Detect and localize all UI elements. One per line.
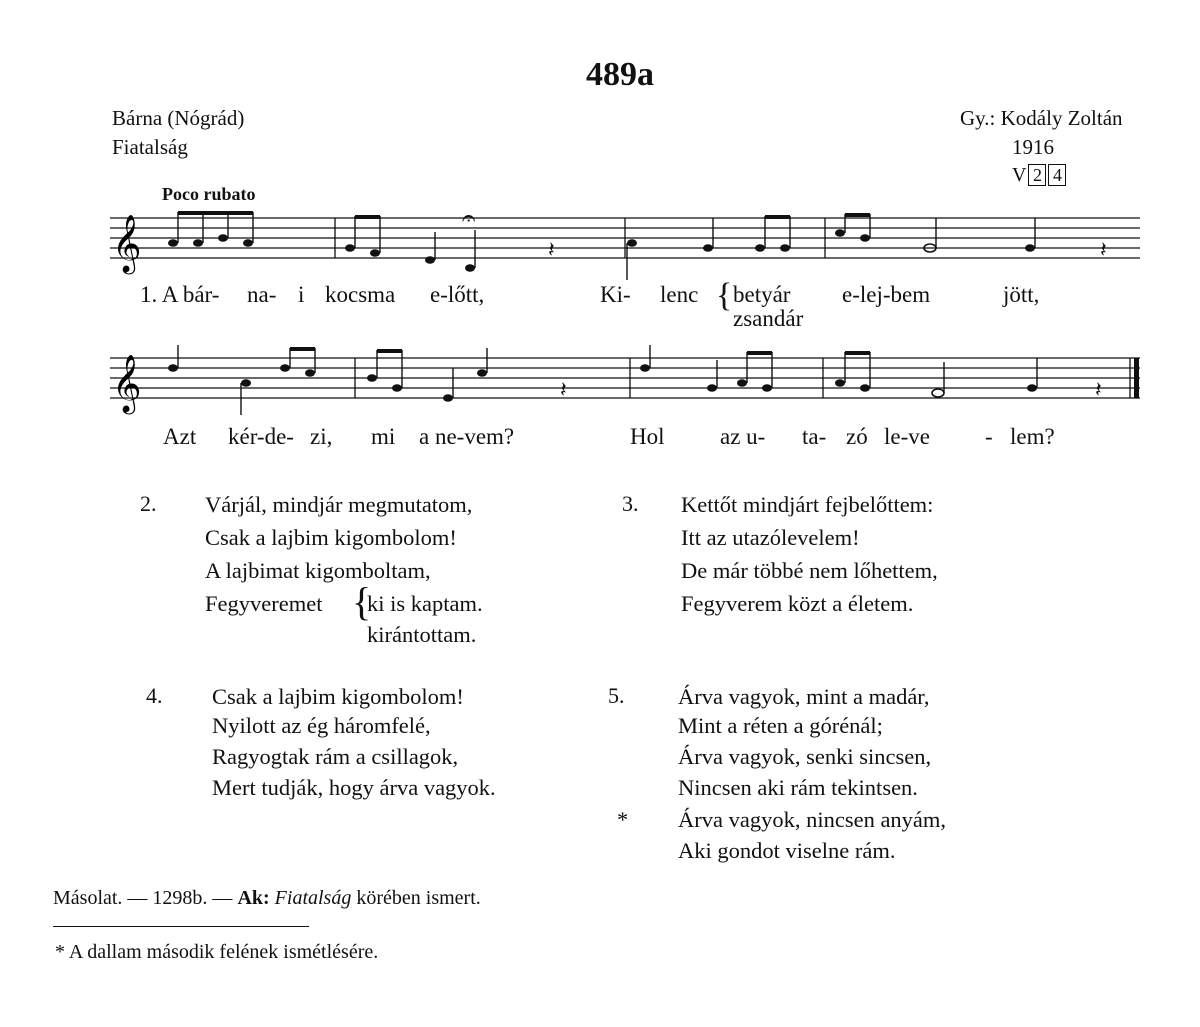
source-ak: Ak: bbox=[237, 887, 270, 909]
verse-4-line-4: Mert tudják, hogy árva vagyok. bbox=[212, 775, 496, 800]
lyric-1: 1. A bár- bbox=[140, 282, 220, 307]
svg-text:𝄽: 𝄽 bbox=[1095, 378, 1102, 403]
collector-year: 1916 bbox=[1012, 135, 1054, 159]
lyric-2-8: ta- bbox=[802, 424, 827, 449]
verse-2-alt-1: ki is kaptam. bbox=[367, 591, 483, 616]
fermata-icon: 𝄐 bbox=[462, 204, 476, 232]
verse-2-line-4: Fegyveremet bbox=[205, 591, 323, 616]
lyric-2-10: le-ve bbox=[884, 424, 930, 449]
stanza-code bbox=[1012, 164, 1066, 187]
verse-3-number: 3. bbox=[622, 491, 639, 516]
lyric-2-5: a ne-vem? bbox=[419, 424, 515, 449]
verse-4-number: 4. bbox=[146, 683, 163, 708]
source-group: Fiatalság bbox=[274, 887, 352, 909]
verse-2-line-2: Csak a lajbim kigombolom! bbox=[205, 525, 457, 550]
lyric-8a: betyár bbox=[733, 282, 791, 307]
verse-5-line-4: Nincsen aki rám tekintsen. bbox=[678, 775, 918, 800]
verse-3-line-2: Itt az utazólevelem! bbox=[681, 525, 860, 550]
treble-clef-icon: 𝄞 bbox=[112, 354, 142, 412]
verse-5-line-2: Mint a réten a górénál; bbox=[678, 713, 883, 738]
verse-2-line-3: A lajbimat kigomboltam, bbox=[205, 558, 431, 583]
verse-4-line-1: Csak a lajbim kigombolom! bbox=[212, 684, 464, 709]
verse-2-brace: { bbox=[352, 579, 372, 624]
verse-4-line-3: Ragyogtak rám a csillagok, bbox=[212, 744, 459, 769]
verse-2-line-1: Várjál, mindjár megmutatom, bbox=[205, 492, 473, 517]
tempo-marking: Poco rubato bbox=[162, 184, 256, 204]
verse-2-alt-2: kirántottam. bbox=[367, 622, 477, 647]
verse-3-line-4: Fegyverem közt a életem. bbox=[681, 591, 914, 616]
staff-system-2 bbox=[100, 340, 1150, 420]
lyric-2-6: Hol bbox=[630, 424, 665, 449]
origin-place: Bárna (Nógrád) bbox=[112, 106, 245, 130]
footnote: * A dallam második felének ismétlésére. bbox=[55, 941, 379, 963]
lyric-2: na- bbox=[247, 282, 277, 307]
lyric-2-7: az u- bbox=[720, 424, 766, 449]
verse-5-line-6: Aki gondot viselne rám. bbox=[678, 838, 896, 863]
verse-5-line-1: Árva vagyok, mint a madár, bbox=[678, 684, 930, 709]
verse-5-number: 5. bbox=[608, 683, 625, 708]
verse-3-line-1: Kettőt mindjárt fejbelőttem: bbox=[681, 492, 934, 517]
origin-group: Fiatalság bbox=[112, 135, 188, 159]
source-prefix: Másolat. — 1298b. — bbox=[53, 887, 238, 909]
footnote-divider bbox=[53, 926, 309, 927]
lyric-10: jött, bbox=[1003, 282, 1040, 307]
stanza-code-b: 4 bbox=[1048, 164, 1066, 186]
lyric-2-1: Azt bbox=[163, 424, 197, 449]
lyric-2-12: lem? bbox=[1010, 424, 1055, 449]
lyric-brace: { bbox=[716, 277, 733, 314]
lyric-3: i bbox=[298, 282, 305, 307]
verse-2-number: 2. bbox=[140, 491, 157, 516]
lyric-2-11: - bbox=[985, 424, 993, 449]
lyric-2-4: mi bbox=[371, 424, 396, 449]
collector: Gy.: Kodály Zoltán bbox=[960, 106, 1123, 130]
staff-system-1 bbox=[100, 200, 1150, 280]
source-rest: körében ismert. bbox=[351, 887, 481, 909]
lyric-8b: zsandár bbox=[733, 306, 804, 331]
lyric-9: e-lej-bem bbox=[842, 282, 931, 307]
song-number: 489a bbox=[586, 56, 654, 93]
lyric-5: e-lőtt, bbox=[430, 282, 485, 307]
verse-4-line-2: Nyilott az ég háromfelé, bbox=[212, 713, 431, 738]
svg-text:𝄽: 𝄽 bbox=[548, 238, 555, 263]
lyric-2-2: kér-de- bbox=[228, 424, 294, 449]
stanza-code-a: 2 bbox=[1028, 164, 1046, 186]
verse-3-line-3: De már többé nem lőhettem, bbox=[681, 558, 938, 583]
stanza-code-v: V bbox=[1012, 164, 1027, 186]
svg-text:𝄽: 𝄽 bbox=[560, 378, 567, 403]
lyric-2-3: zi, bbox=[310, 424, 333, 449]
lyric-6: Ki- bbox=[600, 282, 631, 307]
verse-5-star: * bbox=[617, 807, 629, 832]
lyric-4: kocsma bbox=[325, 282, 396, 307]
lyric-2-9: zó bbox=[846, 424, 868, 449]
verse-5-line-3: Árva vagyok, senki sincsen, bbox=[678, 744, 932, 769]
svg-text:𝄽: 𝄽 bbox=[1100, 238, 1107, 263]
source-note bbox=[53, 887, 481, 910]
verse-5-line-5: Árva vagyok, nincsen anyám, bbox=[678, 807, 947, 832]
treble-clef-icon: 𝄞 bbox=[112, 214, 142, 272]
lyric-7: lenc bbox=[660, 282, 699, 307]
